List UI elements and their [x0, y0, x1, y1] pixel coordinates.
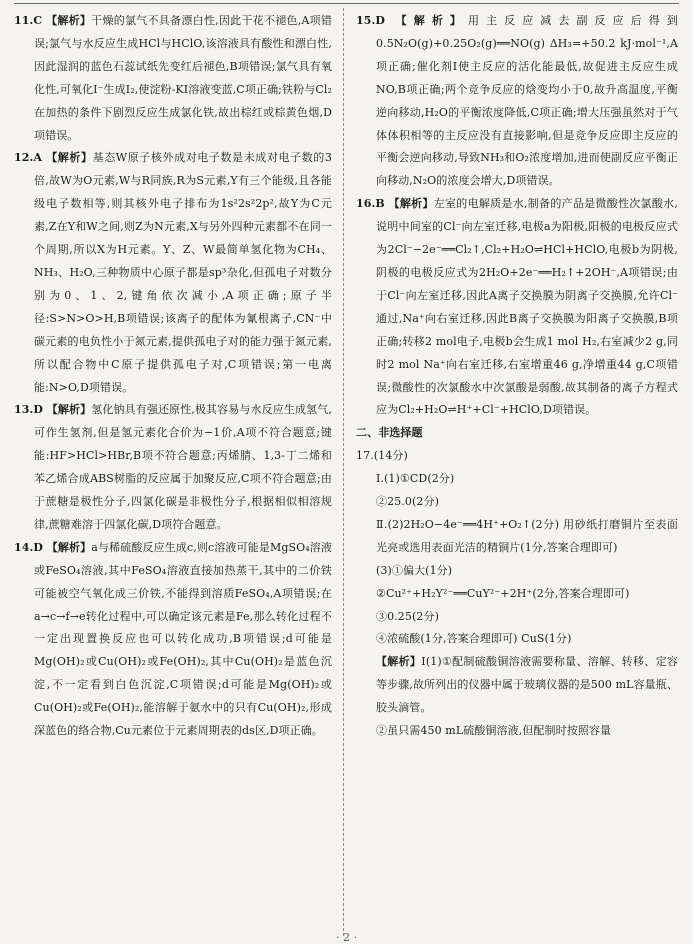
answer-item-13: 13.D 【解析】氢化钠具有强还原性,极其容易与水反应生成氢气,可作生氢剂,但是氢元素化合价为−1价,A项不符合题意;键能:HF>HCl>HBr,B项不符合题意;丙烯腈、1,3-丁二烯和苯乙烯合成ABS树脂的反应属于加聚反应,C项不符合题意;由于蔗糖是极性分子,四氯化碳是非极性分子,根据相似相溶规律,蔗糖难溶于四氯化碳,D项符合题意。: [14, 403, 332, 531]
left-column: [14, 10, 332, 743]
top-rule: [14, 3, 679, 4]
answer-line-3: Ⅱ.(2)2H₂O−4e⁻══4H⁺+O₂↑(2分) 用砂纸打磨铜片至表面光亮或选用表面光洁的精铜片(1分,答案合理即可): [376, 517, 678, 554]
answer-item-14: 14.D 【解析】a与稀硫酸反应生成c,则c溶液可能是MgSO₄溶液或FeSO₄溶液,其中FeSO₄溶液直接加热蒸干,其中的二价铁可能被空气氧化成三价铁,不能得到溶质FeSO₄,A项错误;在a→c→f→e转化过程中,可以确定该元素是Fe,那么转化过程不一定出现置换反应也可以转化成功,B项错误;d可能是Mg(OH)₂或Cu(OH)₂或Fe(OH)₂,其中Cu(OH)₂是蓝色沉淀,不一定看到白色沉淀,C项错误;d可能是Mg(OH)₂或Cu(OH)₂或Fe(OH)₂,能溶解于氨水中的只有Cu(OH)₂,形成深蓝色的络合物,Cu元素位于元素周期表的ds区,D项正确。: [14, 540, 332, 738]
answer-text: 氢化钠具有强还原性,极其容易与水反应生成氢气,可作生氢剂,但是氢元素化合价为−1价,A项不符合题意;键能:HF>HCl>HBr,B项不符合题意;丙烯腈、1,3-丁二烯和苯乙烯合成ABS树脂的反应属于加聚反应,C项不符合题意;由于蔗糖是极性分子,四氯化碳是非极性分子,根据相似相溶规律,蔗糖难溶于四氯化碳,D项符合题意。: [34, 403, 332, 531]
column-divider: [343, 8, 344, 936]
answer-item-11: 11.C 【解析】干燥的氯气不具备漂白性,因此干花不褪色,A项错误;氯气与水反应生成HCl与HClO,该溶液具有酸性和漂白性,因此湿润的蓝色石蕊试纸先变红后褪色,B项错误;氯气具有氧化性,可氧化I⁻生成I₂,使淀粉-KI溶液变蓝,C项正确;铁粉与Cl₂在加热的条件下剧烈反应生成氯化铁,故出棕红或棕黄色烟,D项错误。: [14, 14, 332, 142]
right-column: [356, 10, 678, 743]
answer-text: a与稀硫酸反应生成c,则c溶液可能是MgSO₄溶液或FeSO₄溶液,其中FeSO₄溶液直接加热蒸干,其中的二价铁可能被空气氧化成三价铁,不能得到溶质FeSO₄,A项错误;在a→c→f→e转化过程中,可以确定该元素是Fe,那么转化过程不一定出现置换反应也可以转化成功,B项错误;d可能是Mg(OH)₂或Cu(OH)₂或Fe(OH)₂,其中Cu(OH)₂是蓝色沉淀,不一定看到白色沉淀,C项错误;d可能是Mg(OH)₂或Cu(OH)₂或Fe(OH)₂,能溶解于氨水中的只有Cu(OH)₂,形成深蓝色的络合物,Cu元素位于元素周期表的ds区,D项正确。: [34, 540, 332, 738]
answer-item-15: 15.D 【解析】用主反应减去副反应后得到0.5N₂O(g)+0.25O₂(g)══NO(g) ΔH₃=+50.2 kJ·mol⁻¹,A项正确;催化剂Ⅰ使主反应的活化能最低,故促进主反应生成NO,B项正确;两个竞争反应的焓变均小于0,故升高温度,平衡逆向移动,H₂O的平衡浓度降低,C项正确;增大压强虽然对于气体体积相等的主反应没有直接影响,但是竞争反应即主反应的平衡会逆向移动,导致NH₃和O₂浓度增加,进而使副反应平衡正向移动,N₂O的浓度会增大,D项错误。: [356, 14, 678, 188]
answer-text: 干燥的氯气不具备漂白性,因此干花不褪色,A项错误;氯气与水反应生成HCl与HClO,该溶液具有酸性和漂白性,因此湿润的蓝色石蕊试纸先变红后褪色,B项错误;氯气具有氧化性,可氧化I⁻生成I₂,使淀粉-KI溶液变蓝,C项正确;铁粉与Cl₂在加热的条件下剧烈反应生成氯化铁,故出棕红或棕黄色烟,D项错误。: [34, 14, 332, 142]
answer-item-16: 16.B 【解析】左室的电解质是水,制备的产品是微酸性次氯酸水,说明中间室的Cl⁻向左室迁移,电极a为阳极,阳极的电极反应式为2Cl⁻−2e⁻══Cl₂↑,Cl₂+H₂O⇌HCl+HClO,电极b为阴极,阴极的电极反应式为2H₂O+2e⁻══H₂↑+2OH⁻,A项错误;由于Cl⁻向左室迁移,因此A离子交换膜为阴离子交换膜,允许Cl⁻通过,Na⁺向右室迁移,因此B离子交换膜为阳离子交换膜,B项正确;转移2 mol电子,电极b会生成1 mol H₂,右室减少2 g,同时2 mol Na⁺向右室迁移,右室增重46 g,净增重44 g,C项错误;微酸性的次氯酸水中次氯酸是弱酸,故其制备的离子方程式应为Cl₂+H₂O⇌H⁺+Cl⁻+HClO,D项错误。: [356, 197, 678, 417]
section-title: 二、非选择题: [356, 426, 423, 440]
analysis-paragraph-2: ②虽只需450 mL硫酸铜溶液,但配制时按照容量: [376, 724, 612, 738]
answer-text: 基态W原子核外成对电子数是未成对电子数的3倍,故W为O元素,W与R同族,R为S元素,Y有三个能级,且各能级电子数相等,则其核外电子排布为1s²2s²2p²,故Y为C元素,Z在Y和W之间,则Z为N元素,X与另外四种元素都不在同一个周期,所以X为H元素。Y、Z、W最简单氢化物为CH₄、NH₃、H₂O,三种物质中心原子都是sp³杂化,但孤电子对数分别为0、1、2,键角依次减小,A项正确;原子半径:S>N>O>H,B项错误;该离子的配体为氰根离子,CN⁻中碳元素的电负性小于氮元素,提供孤电子对的能力强于氮元素,所以配合物中C原子提供孤电子对,C项错误;第一电离能:N>O,D项错误。: [34, 151, 332, 394]
answer-line-2: ②25.0(2分): [376, 495, 439, 509]
answer-text: 左室的电解质是水,制备的产品是微酸性次氯酸水,说明中间室的Cl⁻向左室迁移,电极a为阳极,阳极的电极反应式为2Cl⁻−2e⁻══Cl₂↑,Cl₂+H₂O⇌HCl+HClO,电极b为阴极,阴极的电极反应式为2H₂O+2e⁻══H₂↑+2OH⁻,A项错误;由于Cl⁻向左室迁移,因此A离子交换膜为阴离子交换膜,允许Cl⁻通过,Na⁺向右室迁移,因此B离子交换膜为阳离子交换膜,B项正确;转移2 mol电子,电极b会生成1 mol H₂,右室减少2 g,同时2 mol Na⁺向右室迁移,右室增重46 g,净增重44 g,C项错误;微酸性的次氯酸水中次氯酸是弱酸,故其制备的离子方程式应为Cl₂+H₂O⇌H⁺+Cl⁻+HClO,D项错误。: [376, 197, 678, 417]
answer-item-12: 12.A 【解析】基态W原子核外成对电子数是未成对电子数的3倍,故W为O元素,W与R同族,R为S元素,Y有三个能级,且各能级电子数相等,则其核外电子排布为1s²2s²2p²,故Y为C元素,Z在Y和W之间,则Z为N元素,X与另外四种元素都不在同一个周期,所以X为H元素。Y、Z、W最简单氢化物为CH₄、NH₃、H₂O,三种物质中心原子都是sp³杂化,但孤电子对数分别为0、1、2,键角依次减小,A项正确;原子半径:S>N>O>H,B项错误;该离子的配体为氰根离子,CN⁻中碳元素的电负性小于氮元素,提供孤电子对的能力强于氮元素,所以配合物中C原子提供孤电子对,C项错误;第一电离能:N>O,D项错误。: [14, 151, 332, 394]
answer-line-7: ④浓硫酸(1分,答案合理即可) CuS(1分): [376, 632, 572, 646]
answer-text: 用主反应减去副反应后得到0.5N₂O(g)+0.25O₂(g)══NO(g) ΔH₃=+50.2 kJ·mol⁻¹,A项正确;催化剂Ⅰ使主反应的活化能最低,故促进主反应生成NO,B项正确;两个竞争反应的焓变均小于0,故升高温度,平衡逆向移动,H₂O的平衡浓度降低,C项正确;增大压强虽然对于气体体积相等的主反应没有直接影响,但是竞争反应即主反应的平衡会逆向移动,导致NH₃和O₂浓度增加,进而使副反应平衡正向移动,N₂O的浓度会增大,D项错误。: [376, 14, 678, 188]
analysis-paragraph-1: 【解析】Ⅰ(1)①配制硫酸铜溶液需要称量、溶解、转移、定容等步骤,故所列出的仪器中属于玻璃仪器的是500 mL容量瓶、胶头滴管。: [376, 655, 678, 715]
answer-line-4: (3)①偏大(1分): [376, 563, 453, 577]
page-number: · 2 ·: [336, 931, 357, 944]
answer-line-1: Ⅰ.(1)①CD(2分): [376, 472, 455, 486]
answer-line-5: ②Cu²⁺+H₂Y²⁻══CuY²⁻+2H⁺(2分,答案合理即可): [376, 586, 630, 600]
question-17-heading: 17.(14分): [356, 449, 408, 463]
answer-line-6: ③0.25(2分): [376, 609, 439, 623]
